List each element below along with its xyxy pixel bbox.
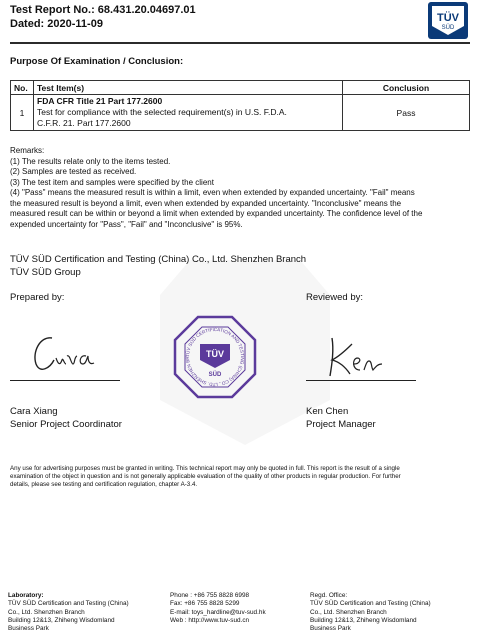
test-item-title: FDA CFR Title 21 Part 177.2600 (37, 96, 163, 106)
reviewer-title: Project Manager (306, 418, 376, 430)
remark-line: (2) Samples are tested as received. (10, 167, 137, 176)
table-header-row (11, 81, 470, 95)
reviewer-name: Ken Chen (306, 406, 349, 417)
remarks-block (10, 146, 472, 230)
remark-line: (3) The test item and samples were specified by the client (10, 177, 214, 187)
purpose-heading: Purpose Of Examination / Conclusion: (10, 56, 184, 67)
conclusion-value: Pass (343, 95, 470, 131)
table-row (11, 95, 470, 131)
remark-line: (1) The results relate only to the items tested. (10, 156, 171, 166)
remark-line: measured result can be within or beyond a limit when extended by expanded uncertainty. The confidence level of the (10, 209, 423, 218)
svg-text:SÜD: SÜD (208, 372, 222, 378)
preparer-name: Cara Xiang (10, 406, 58, 417)
svg-text:TÜV: TÜV (206, 349, 224, 359)
header-conclusion: Conclusion (343, 81, 470, 95)
test-item-desc-2: C.F.R. 21. Part 177.2600 (37, 118, 131, 128)
remark-line: the measured result is beyond a limit, even when extended by expanded uncertainty. "Inconclusive" means the (10, 198, 402, 208)
footer-laboratory: Laboratory: TÜV SÜD Certification and Testing (China) Co., Ltd. Shenzhen Branch Building 12&13, Zhiheng Wisdomland Business Park (8, 592, 129, 633)
header-divider (10, 42, 470, 44)
official-stamp (172, 314, 258, 400)
company-group: TÜV SÜD Group (10, 266, 81, 278)
company-block (10, 254, 306, 279)
report-date: Dated: 2020-11-09 (10, 18, 103, 30)
preparer-title: Senior Project Coordinator (10, 418, 122, 430)
reviewed-by-label: Reviewed by: (306, 292, 364, 303)
report-number: Test Report No.: 68.431.20.04697.01 (10, 4, 196, 16)
reviewer-info (306, 406, 376, 431)
prepared-signature (30, 330, 100, 378)
header-test-items: Test Item(s) (34, 81, 343, 95)
tuv-logo (428, 2, 468, 39)
remark-line: (4) "Pass" means the measured result is within a limit, even when extended by expanded uncertainty. "Fail" means (10, 188, 415, 197)
row-number: 1 (11, 95, 34, 131)
svg-text:SÜD: SÜD (441, 25, 455, 31)
disclaimer: Any use for advertising purposes must be granted in writing. This technical report may only be quoted in full. This report is the result of a single examination of the object in question and is not generally applicable evaluation of the quality of other products in regular production. For further details, please see testing and certification regulation, chapter A-3.4. (10, 465, 401, 488)
prepared-signature-line (10, 380, 120, 381)
remark-line: expended uncertainty for "Pass", "Fail" and "Inconclusive" is 95%. (10, 219, 243, 229)
reviewed-signature-line (306, 380, 416, 381)
remarks-heading: Remarks: (10, 146, 45, 155)
footer-contact: Phone : +86 755 8828 6998 Fax: +86 755 8828 5299 E-mail: toys_hardline@tuv-sud.hk Web : http://www.tuv-sud.cn (170, 592, 266, 624)
results-table (10, 80, 470, 131)
header-no: No. (11, 81, 34, 95)
svg-text:TÜV SÜD CERTIFICATION AND TEST: TÜV SÜD CERTIFICATION AND TESTING (CHINA) CO., LTD. SHENZHEN BR (184, 326, 246, 388)
prepared-by-label: Prepared by: (10, 292, 65, 303)
preparer-info (10, 406, 122, 431)
footer-registered-office: Regd. Office: TÜV SÜD Certification and Testing (China) Co., Ltd. Shenzhen Branch Building 12&13, Zhiheng Wisdomland Business Park (310, 592, 431, 633)
company-name: TÜV SÜD Certification and Testing (China) Co., Ltd. Shenzhen Branch (10, 254, 307, 265)
svg-text:TÜV: TÜV (437, 12, 459, 24)
test-item-desc: Test for compliance with the selected requirement(s) in U.S. F.D.A. (37, 107, 287, 117)
